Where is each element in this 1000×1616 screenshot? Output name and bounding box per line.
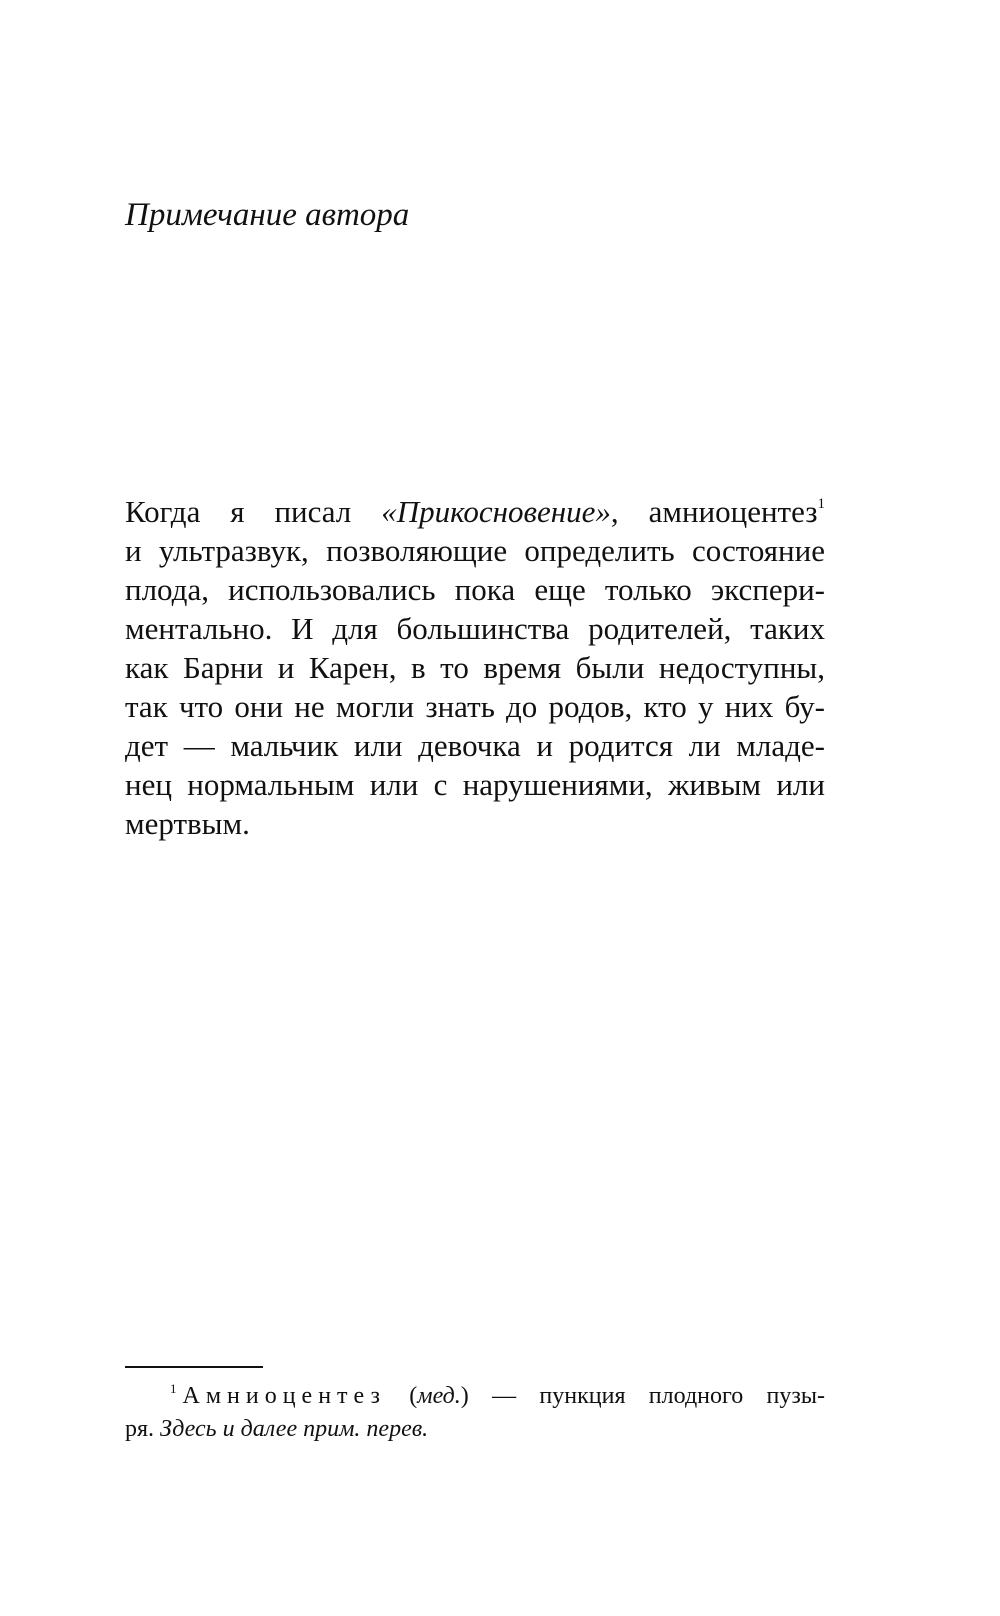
body-paragraph	[125, 492, 825, 843]
paragraph-line-7: дет — мальчик или девочка и родится ли младе-	[125, 728, 825, 763]
paragraph-line-1-start: Когда я писал	[125, 494, 382, 529]
footnote-abbr-close: )	[460, 1383, 469, 1409]
footnote-line-1	[125, 1380, 825, 1413]
paragraph-line-9: мертвым.	[125, 806, 250, 841]
footnote-divider	[125, 1366, 263, 1368]
footnote-line-2	[125, 1413, 825, 1446]
footnote-definition: — пункция плодного пузы-	[468, 1383, 825, 1409]
page-heading: Примечание автора	[125, 197, 410, 233]
footnote-term: Амниоцентез	[182, 1383, 386, 1409]
paragraph-line-2: и ультразвук, позволяющие определить состояние	[125, 533, 825, 568]
translator-note: Здесь и далее прим. перев.	[160, 1416, 429, 1442]
paragraph-line-8: нец нормальным или с нарушениями, живым или	[125, 767, 825, 802]
footnote-reference-mark[interactable]: 1	[817, 496, 825, 512]
paragraph-line-6: так что они не могли знать до родов, кто у них бу-	[125, 689, 825, 724]
paragraph-line-1-end: , амниоцентез	[610, 494, 818, 529]
footnote-number: 1	[170, 1381, 177, 1396]
paragraph-line-4: ментально. И для большинства родителей, таких	[125, 611, 825, 646]
paragraph-line-1	[125, 492, 825, 531]
paragraph-line-5: как Барни и Карен, в то время были недоступны,	[125, 650, 825, 685]
footnote	[125, 1380, 825, 1446]
footnote-line-2-start: ря.	[125, 1416, 161, 1442]
paragraph-line-3: плода, использовались пока еще только экспери-	[125, 572, 825, 607]
footnote-abbreviation: мед.	[417, 1383, 461, 1409]
book-title-reference: «Прикосновение»	[381, 494, 611, 529]
footnote-abbr-open: (	[385, 1383, 418, 1409]
